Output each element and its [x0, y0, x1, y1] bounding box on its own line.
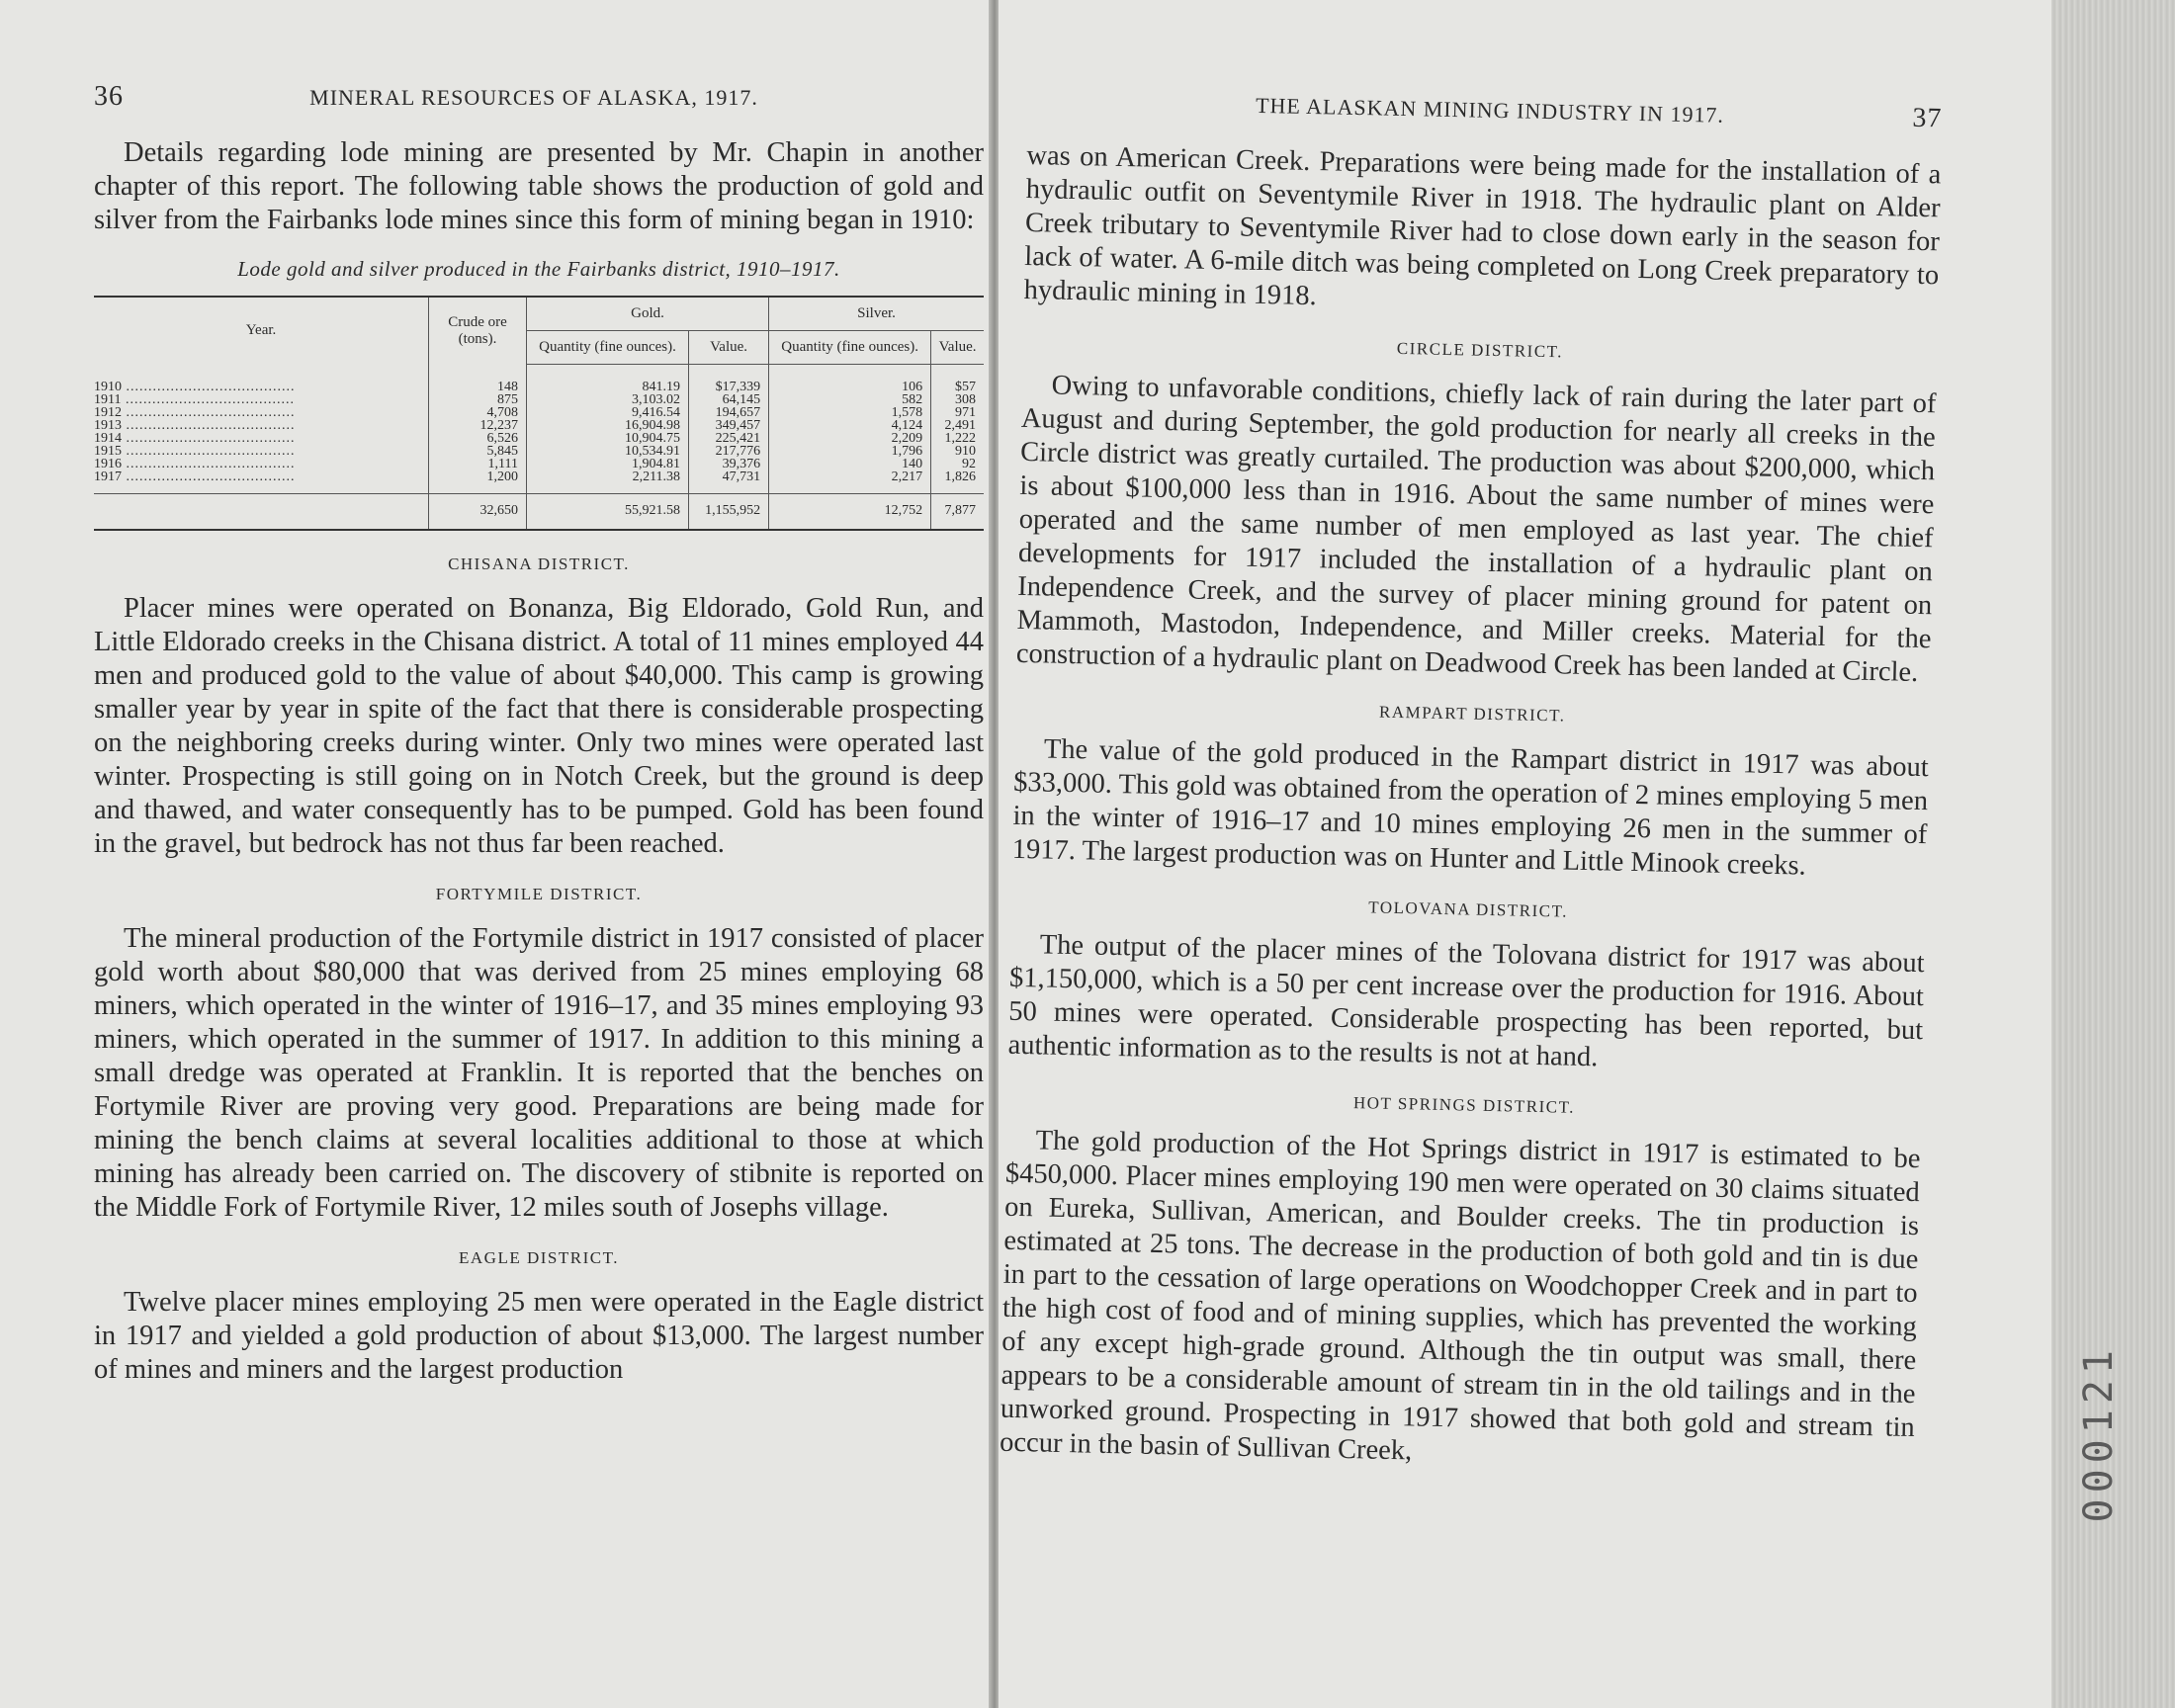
tolovana-heading: TOLOVANA DISTRICT. — [1368, 897, 1569, 921]
table-body — [94, 365, 984, 494]
rampart-heading: RAMPART DISTRICT. — [1378, 702, 1566, 726]
table-cell-silver-value: 971 — [931, 406, 984, 419]
gold-quantity-header: Quantity (fine ounces). — [527, 331, 689, 365]
table-row — [94, 406, 984, 419]
total-silver-quantity: 12,752 — [769, 494, 931, 531]
table-cell-crude-ore: 1,200 — [429, 470, 527, 494]
table-cell-silver-qty: 140 — [769, 458, 931, 470]
silver-quantity-header: Quantity (fine ounces). — [769, 331, 931, 365]
table-cell-silver-qty: 2,217 — [769, 470, 931, 494]
circle-paragraph: Owing to unfavorable conditions, chiefly lack of rain during the later part of August and during September, the gold production for nearly all creeks in the Circle district was greatly curtailed. The production was about $200,000, which is about $100,000 less than in 1916. About the same number of mines were operated and the same number of men employed as last year. The chief developments for 1917 included the installation of a hydraulic plant on Independence Creek, and the survey of placer mining ground for patent on Mammoth, Mastodon, Independence, and Miller creeks. Material for the construction of a hydraulic plant on Deadwood Creek has been landed at Circle. — [1015, 370, 1937, 688]
total-silver-value: 7,877 — [931, 494, 984, 531]
table-cell-gold-value: 64,145 — [689, 393, 769, 406]
table-cell-year: 1912 ..... — [94, 406, 429, 419]
table-cell-silver-qty: 106 — [769, 365, 931, 394]
table-cell-silver-qty: 1,578 — [769, 406, 931, 419]
chisana-heading: CHISANA DISTRICT. — [448, 555, 630, 573]
right-page-number: 37 — [1912, 102, 1943, 134]
table-cell-year: 1916 ..... — [94, 458, 429, 470]
table-cell-gold-qty: 3,103.02 — [527, 393, 689, 406]
eagle-heading: EAGLE DISTRICT. — [459, 1248, 619, 1267]
table-cell-crude-ore: 148 — [429, 365, 527, 394]
total-gold-value: 1,155,952 — [689, 494, 769, 531]
table-cell-silver-value: 2,491 — [931, 419, 984, 432]
circle-heading: CIRCLE DISTRICT. — [1396, 338, 1564, 362]
table-cell-crude-ore: 6,526 — [429, 432, 527, 445]
table-row — [94, 445, 984, 458]
table-row — [94, 393, 984, 406]
left-running-title: MINERAL RESOURCES OF ALASKA, 1917. — [309, 85, 758, 110]
lode-production-table — [94, 296, 984, 531]
tolovana-paragraph: The output of the placer mines of the Tolovana district for 1917 was about $1,150,000, which is a 50 per cent increase over the production for 1916. About 50 mines were operated. Considerable prospecting has been reported, but authentic information as to the results is not at hand. — [1007, 929, 1925, 1073]
left-page-number: 36 — [94, 81, 124, 112]
silver-value-header: Value. — [931, 331, 984, 365]
right-running-title: THE ALASKAN MINING INDUSTRY IN 1917. — [1255, 92, 1725, 128]
left-page — [0, 0, 994, 1708]
table-cell-gold-qty: 2,211.38 — [527, 470, 689, 494]
table-cell-gold-value: 194,657 — [689, 406, 769, 419]
table-caption: Lode gold and silver produced in the Fairbanks district, 1910–1917. — [237, 257, 840, 281]
table-cell-silver-qty: 2,209 — [769, 432, 931, 445]
left-column — [94, 81, 984, 1397]
table-row — [94, 458, 984, 470]
fortymile-heading: FORTYMILE DISTRICT. — [435, 885, 643, 903]
table-cell-silver-value: $57 — [931, 365, 984, 394]
table-cell-gold-value: 47,731 — [689, 470, 769, 494]
table-cell-crude-ore: 12,237 — [429, 419, 527, 432]
right-running-head — [1027, 84, 1942, 134]
table-cell-year: 1914 ..... — [94, 432, 429, 445]
table-cell-gold-value: $17,339 — [689, 365, 769, 394]
table-cell-crude-ore: 1,111 — [429, 458, 527, 470]
table-cell-silver-value: 1,826 — [931, 470, 984, 494]
eagle-continuation-paragraph: was on American Creek. Preparations were being made for the installation of a hydraulic outfit on Seventymile River in 1918. The hydraulic plant on Alder Creek tributary to Seventymile River had to close down early in the season for lack of water. A 6-mile ditch was being completed on Long Creek preparatory to hydraulic mining in 1918. — [1023, 139, 1942, 312]
table-cell-crude-ore: 4,708 — [429, 406, 527, 419]
table-cell-gold-qty: 841.19 — [527, 365, 689, 394]
table-cell-year: 1915 ..... — [94, 445, 429, 458]
table-cell-silver-qty: 1,796 — [769, 445, 931, 458]
table-cell-gold-value: 217,776 — [689, 445, 769, 458]
table-cell-silver-qty: 4,124 — [769, 419, 931, 432]
crude-ore-header: Crude ore (tons). — [429, 297, 527, 365]
silver-header: Silver. — [769, 297, 984, 331]
table-cell-gold-value: 225,421 — [689, 432, 769, 445]
table-cell-silver-value: 308 — [931, 393, 984, 406]
table-cell-gold-qty: 16,904.98 — [527, 419, 689, 432]
table-cell-silver-value: 92 — [931, 458, 984, 470]
table-cell-gold-value: 39,376 — [689, 458, 769, 470]
table-cell-year: 1913 ..... — [94, 419, 429, 432]
table-cell-gold-qty: 10,534.91 — [527, 445, 689, 458]
total-crude-ore: 32,650 — [429, 494, 527, 531]
eagle-paragraph: Twelve placer mines employing 25 men were operated in the Eagle district in 1917 and yielded a gold production of about $13,000. The largest number of mines and miners and the largest production — [94, 1287, 984, 1385]
table-cell-year: 1917 ..... — [94, 470, 429, 494]
table-row — [94, 432, 984, 445]
archive-stamp-number: 000121 — [2076, 1344, 2122, 1523]
right-column — [1000, 84, 1943, 1489]
table-cell-year: 1910 ..... — [94, 365, 429, 394]
table-row — [94, 365, 984, 394]
table-row — [94, 419, 984, 432]
fortymile-paragraph: The mineral production of the Fortymile district in 1917 consisted of placer gold worth about $80,000 that was derived from 25 mines employing 68 miners, which operated in the winter of 1916–17, and 35 mines employing 93 miners, which operated in the summer of 1917. In addition to this mining a small dredge was operated at Franklin. It is reported that the benches on Fortymile River are proving very good. Preparations are being made for mining the bench claims at several localities additional to those at which mining has already been carried on. The discovery of stibnite is reported on the Middle Fork of Fortymile River, 12 miles south of Josephs village. — [94, 923, 984, 1223]
year-header: Year. — [245, 322, 277, 339]
totals-row — [94, 494, 984, 531]
hot-springs-heading: HOT SPRINGS DISTRICT. — [1352, 1093, 1576, 1117]
gold-header: Gold. — [527, 297, 769, 331]
right-page — [999, 0, 2175, 1708]
table-cell-silver-qty: 582 — [769, 393, 931, 406]
table-cell-year: 1911 ..... — [94, 393, 429, 406]
table-cell-gold-qty: 10,904.75 — [527, 432, 689, 445]
table-cell-crude-ore: 875 — [429, 393, 527, 406]
table-cell-silver-value: 1,222 — [931, 432, 984, 445]
total-gold-quantity: 55,921.58 — [527, 494, 689, 531]
table-cell-gold-qty: 1,904.81 — [527, 458, 689, 470]
chisana-paragraph: Placer mines were operated on Bonanza, Big Eldorado, Gold Run, and Little Eldorado creeks in the Chisana district. A total of 11 mines employed 44 men and produced gold to the value of about $40,000. This camp is growing smaller year by year in spite of the fact that there is considerable prospecting on the neighboring creeks during winter. Only two mines were operated last winter. Prospecting is still going on in Notch Creek, but the ground is deep and thawed, and water consequently has to be pumped. Gold has been found in the gravel, but bedrock has not thus far been reached. — [94, 593, 984, 859]
left-running-head — [94, 81, 984, 113]
table-cell-crude-ore: 5,845 — [429, 445, 527, 458]
table-cell-gold-value: 349,457 — [689, 419, 769, 432]
table-row — [94, 470, 984, 494]
hot-springs-paragraph: The gold production of the Hot Springs district in 1917 is estimated to be $450,000. Placer mines employing 190 men were operated on 30 claims situated on Eureka, Sullivan, American, and Boulder creeks. The tin production is estimated at 25 tons. The decrease in the production of both gold and tin is due in part to the cessation of large operations on Woodchopper Creek and in part to the high cost of food and of mining supplies, which has prevented the working of any except high-grade ground. Although the tin output was small, there appears to be a considerable amount of stream tin in the old tailings and in the unworked ground. Prospecting in 1917 showed that both gold and stream tin occur in the basin of Sullivan Creek, — [999, 1125, 1921, 1467]
gold-value-header: Value. — [689, 331, 769, 365]
table-cell-gold-qty: 9,416.54 — [527, 406, 689, 419]
table-cell-silver-value: 910 — [931, 445, 984, 458]
rampart-paragraph: The value of the gold produced in the Rampart district in 1917 was about $33,000. This gold was obtained from the operation of 2 mines employing 5 men in the winter of 1916–17 and 10 mines employing 26 men in the summer of 1917. The largest production was on Hunter and Little Minook creeks. — [1011, 733, 1930, 882]
intro-paragraph: Details regarding lode mining are presented by Mr. Chapin in another chapter of this report. The following table shows the production of gold and silver from the Fairbanks lode mines since this form of mining began in 1910: — [94, 137, 984, 235]
